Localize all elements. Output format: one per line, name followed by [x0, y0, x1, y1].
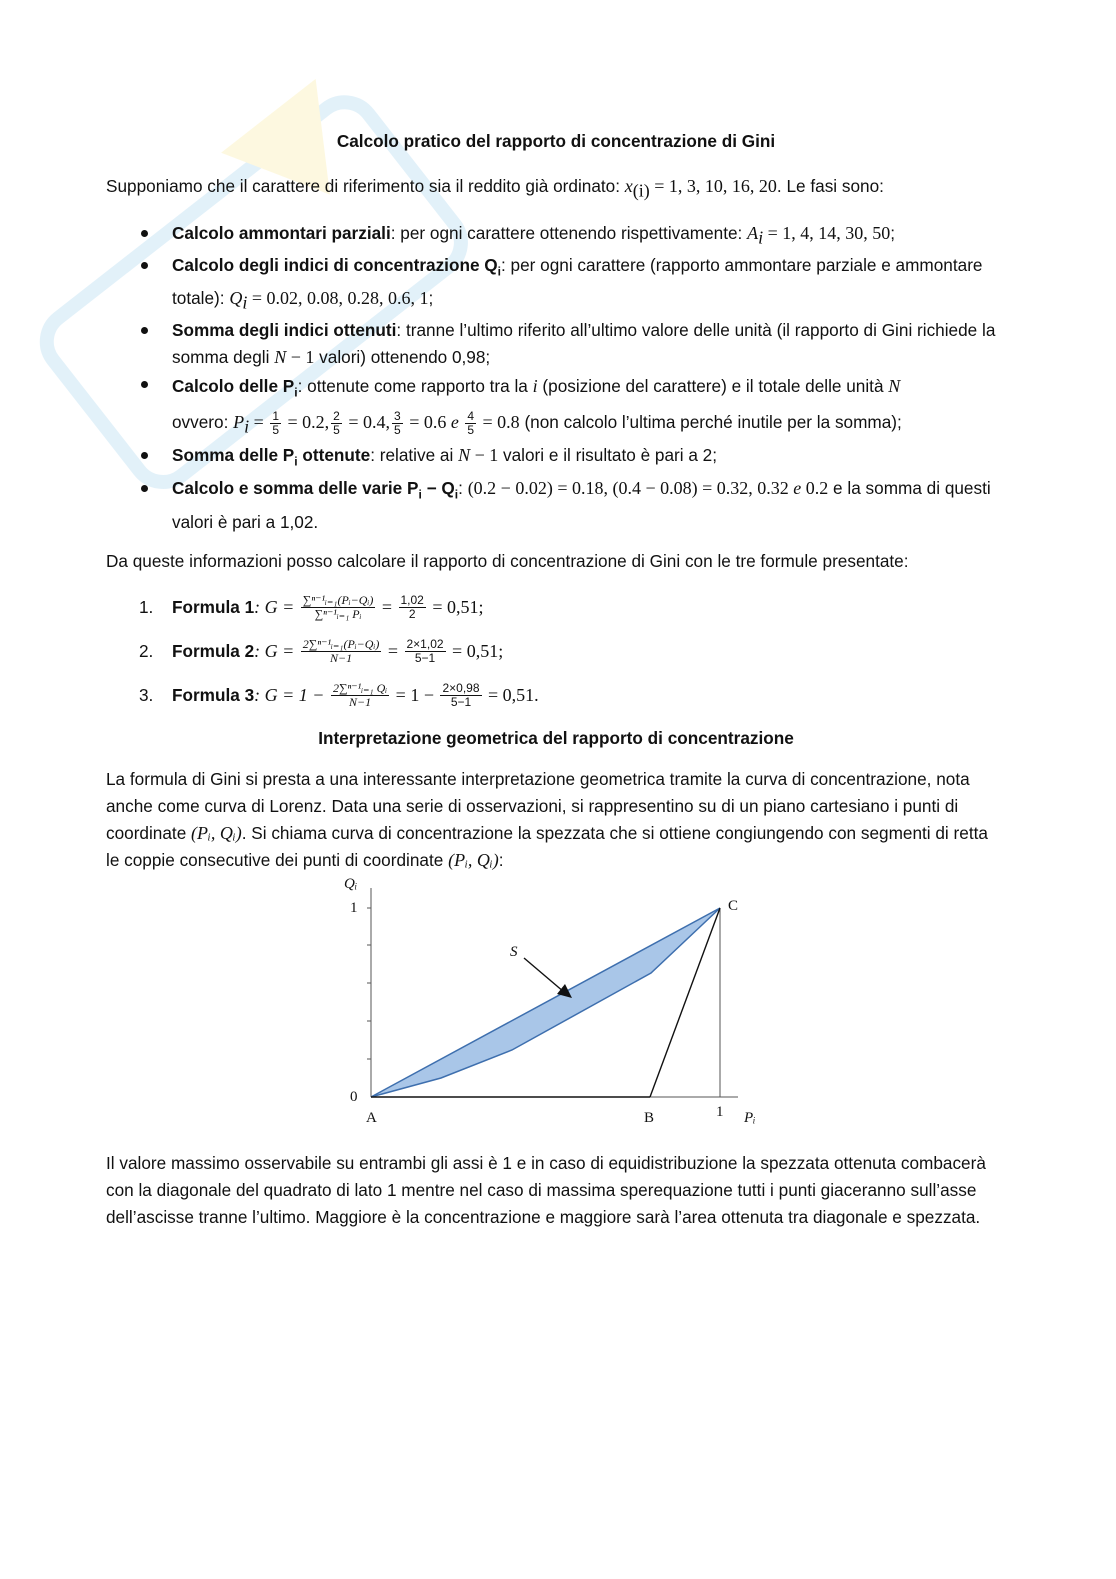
formulas-intro: Da queste informazioni posso calcolare il rapporto di concentrazione di Gini con le tre formule presentate: [106, 550, 909, 571]
y-tick-1: 1 [350, 900, 358, 916]
lorenz-curve-figure [336, 870, 776, 1132]
area-label-s: S [510, 944, 518, 960]
point-label-a: A [366, 1110, 377, 1126]
paragraph-conclusion: Il valore massimo osservabile su entrambi gli assi è 1 e in caso di equidistribuzione la spezzata ottenuta combacerà con la diagonale del quadrato di lato 1 mentre nel caso di massima sperequazione tutti i punti giaceranno sull’asse dell’ascisse tranne l’ultimo. Maggiore è la concentrazione e maggiore sarà l’area ottenuta tra diagonale e spezzata. [106, 1153, 986, 1227]
list-item: Calcolo delle $P_i$: ottenute come rapporto tra la i (posizione del carattere) e il totale delle unità N ovvero: $P_i$ = $\frac{1}{5}$ = 0.2, $\frac{2}{5}$ = 0.4, $\frac{3}{5}$ = 0.6 e $\frac{4}{5}$ = 0.8 (non calcolo l’ultima perché inutile per la somma); [172, 371, 1006, 442]
y-tick-0: 0 [350, 1089, 358, 1105]
list-item: 3. Formula 3: G = 1 − $\frac{\text{2∑ⁿ⁻¹ᵢ₌₁ Qᵢ}}{N-1}$ = 1 − $\frac{2\times 0,98}{5-1}$ = 0,51. [139, 681, 539, 710]
list-item: Calcolo ammontari parziali: per ogni carattere ottenendo rispettivamente: $A_i = 1$, 4, 14, 30, 50; [172, 220, 1006, 251]
x-axis-label: Pᵢ [744, 1110, 756, 1126]
x-tick-1: 1 [716, 1104, 724, 1120]
section-title-gini-calc: Calcolo pratico del rapporto di concentrazione di Gini [336, 131, 776, 151]
list-item: Calcolo degli indici di concentrazione $Q_i$: per ogni carattere (rapporto ammontare parziale e ammontare totale): $Q_i = 0.02$, 0.08, 0.28, 0.6, 1; [172, 252, 1006, 317]
paragraph-lorenz: La formula di Gini si presta a una interessante interpretazione geometrica tramite la curva di concentrazione, nota anche come curva di Lorenz. Data una serie di osservazioni, si rappresentino su di un piano cartesiano i punti di coordinate (Pᵢ, Qᵢ). Si chiama curva di concentrazione la spezzata che si ottiene congiungendo con segmenti di retta le coppie consecutive dei punti di coordinate (Pᵢ, Qᵢ): [106, 768, 988, 870]
arrow-shaft [524, 958, 564, 992]
steps-list [106, 220, 1006, 535]
list-item: Calcolo e somma delle varie $P_i - Q_i$: (0.2 − 0.02) = 0.18, (0.4 − 0.08) = 0.32, 0.32 e 0.2 e la somma di questi valori è pari a 1,02. [172, 475, 1006, 535]
point-label-c: C [728, 898, 739, 914]
point-label-b: B [644, 1110, 655, 1126]
concentration-area [371, 908, 720, 1097]
list-item: 1. Formula 1: G = $\frac{\text{∑ⁿ⁻¹ᵢ₌₁(Pᵢ−Qᵢ)}}{\text{∑ⁿ⁻¹ᵢ₌₁ Pᵢ}}$ = $\frac{1,02}{2}$ = 0,51; [139, 593, 484, 622]
section-title-geometric: Interpretazione geometrica del rapporto di concentrazione [318, 727, 794, 748]
y-axis-label: Qᵢ [344, 876, 358, 892]
intro-paragraph: Supponiamo che il carattere di riferimento sia il reddito già ordinato: $x_{(i)} = 1$, 3, 10, 16, 20. Le fasi sono: [106, 176, 884, 201]
list-item: 2. Formula 2: G = $\frac{\text{2∑ⁿ⁻¹ᵢ₌₁(Pᵢ−Qᵢ)}}{N-1}$ = $\frac{2\times 1,02}{5-1}$ = 0,51; [139, 637, 504, 666]
list-item: Somma degli indici ottenuti: tranne l’ultimo riferito all’ultimo valore delle unità (il rapporto di Gini richiede la somma degli N − 1 valori) ottenendo 0,98; [172, 317, 1006, 371]
list-item: Somma delle $P_i$ ottenute: relative ai N − 1 valori e il risultato è pari a 2; [172, 442, 1006, 475]
document-page [106, 128, 1006, 874]
formulas-list [106, 587, 1006, 715]
